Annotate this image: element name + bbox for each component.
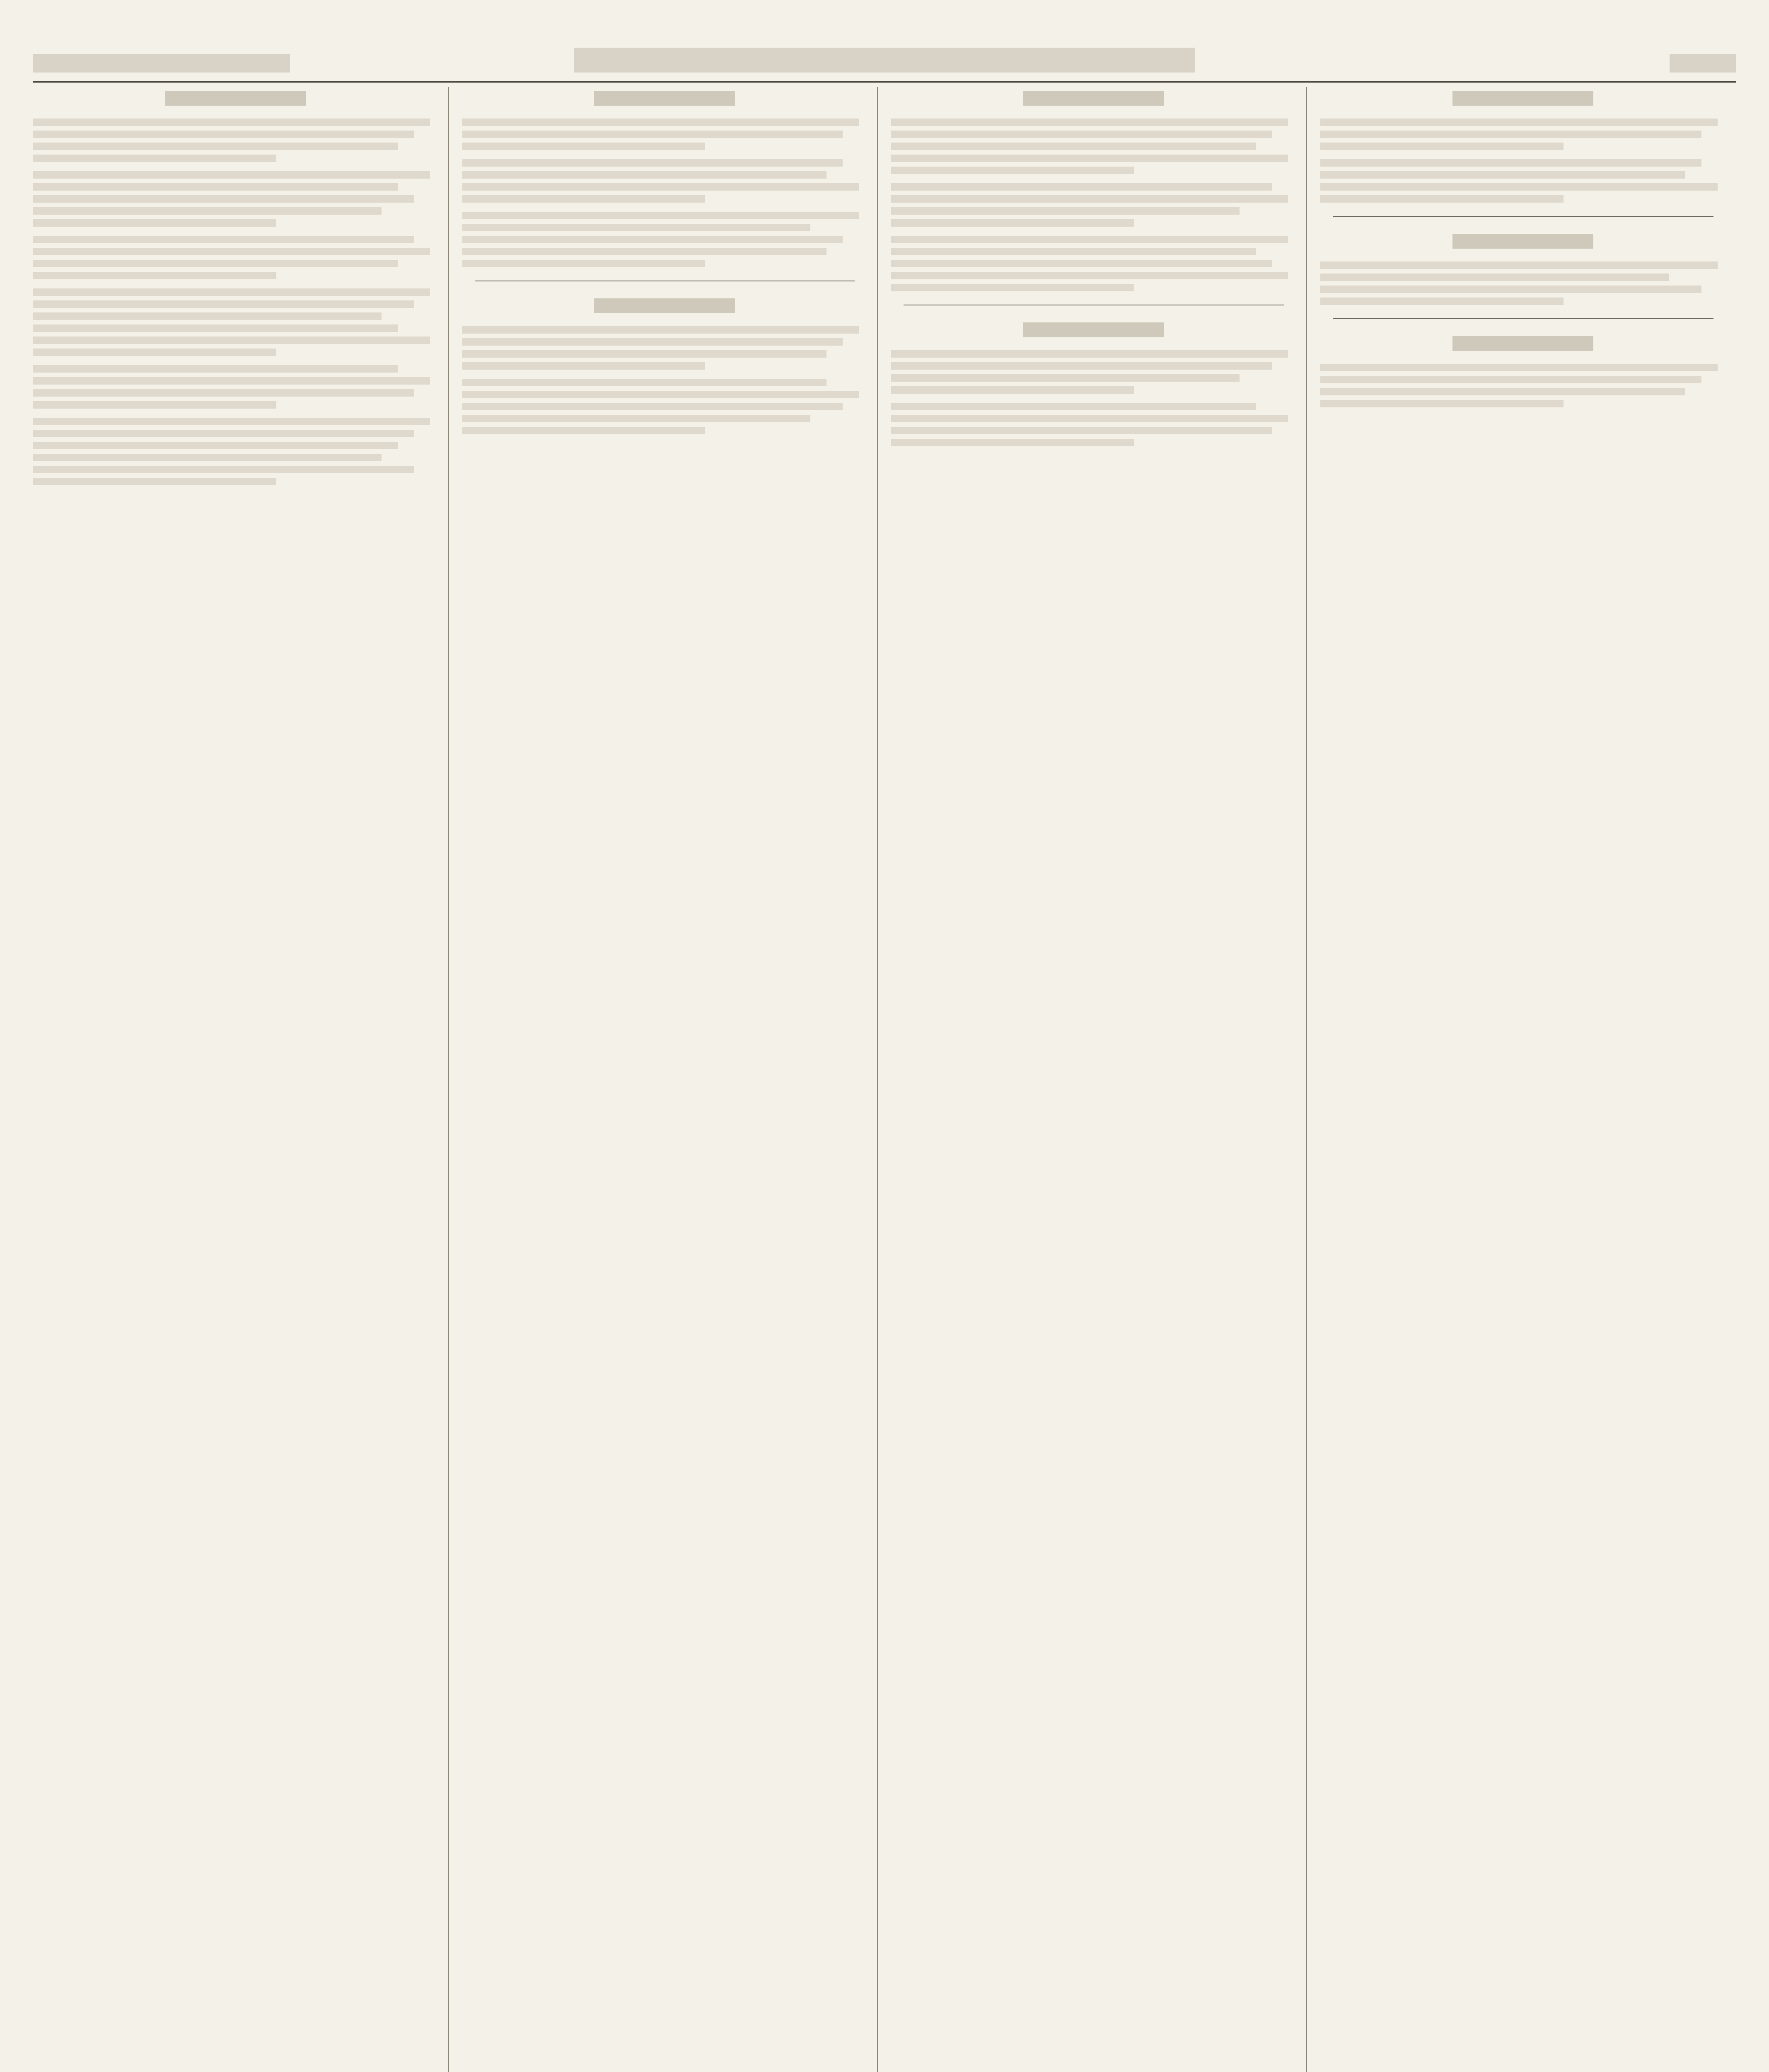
masthead (33, 25, 1736, 83)
paragraph (462, 159, 868, 203)
paragraph (33, 236, 438, 279)
paragraph (891, 403, 1296, 446)
masthead-center (406, 48, 1363, 75)
paragraph (33, 418, 438, 485)
paragraph (462, 119, 868, 150)
section-heading (1320, 332, 1726, 355)
paragraph (891, 183, 1296, 227)
paragraph (891, 236, 1296, 291)
column-4 (1320, 87, 1736, 2072)
section-heading (462, 295, 868, 317)
paragraph (462, 212, 868, 267)
paragraph (1320, 119, 1726, 150)
column-3 (891, 87, 1307, 2072)
section-divider (1333, 318, 1714, 319)
section-heading (891, 319, 1296, 341)
section-divider (1333, 216, 1714, 217)
column-2 (462, 87, 878, 2072)
paragraph (1320, 159, 1726, 203)
paragraph (33, 171, 438, 227)
paragraph (462, 379, 868, 434)
section-heading (1320, 87, 1726, 109)
paragraph (33, 365, 438, 409)
section-heading (462, 87, 868, 109)
paragraph (1320, 261, 1726, 305)
section-heading (33, 87, 438, 109)
section-heading (891, 87, 1296, 109)
paragraph (462, 326, 868, 370)
paragraph (33, 119, 438, 162)
column-1 (33, 87, 449, 2072)
section-heading (1320, 230, 1726, 252)
masthead-left (33, 54, 406, 75)
paragraph (891, 119, 1296, 174)
paragraph (33, 288, 438, 356)
article-columns (33, 87, 1736, 2072)
paragraph (891, 350, 1296, 394)
paragraph (1320, 364, 1726, 407)
masthead-right (1363, 54, 1736, 75)
